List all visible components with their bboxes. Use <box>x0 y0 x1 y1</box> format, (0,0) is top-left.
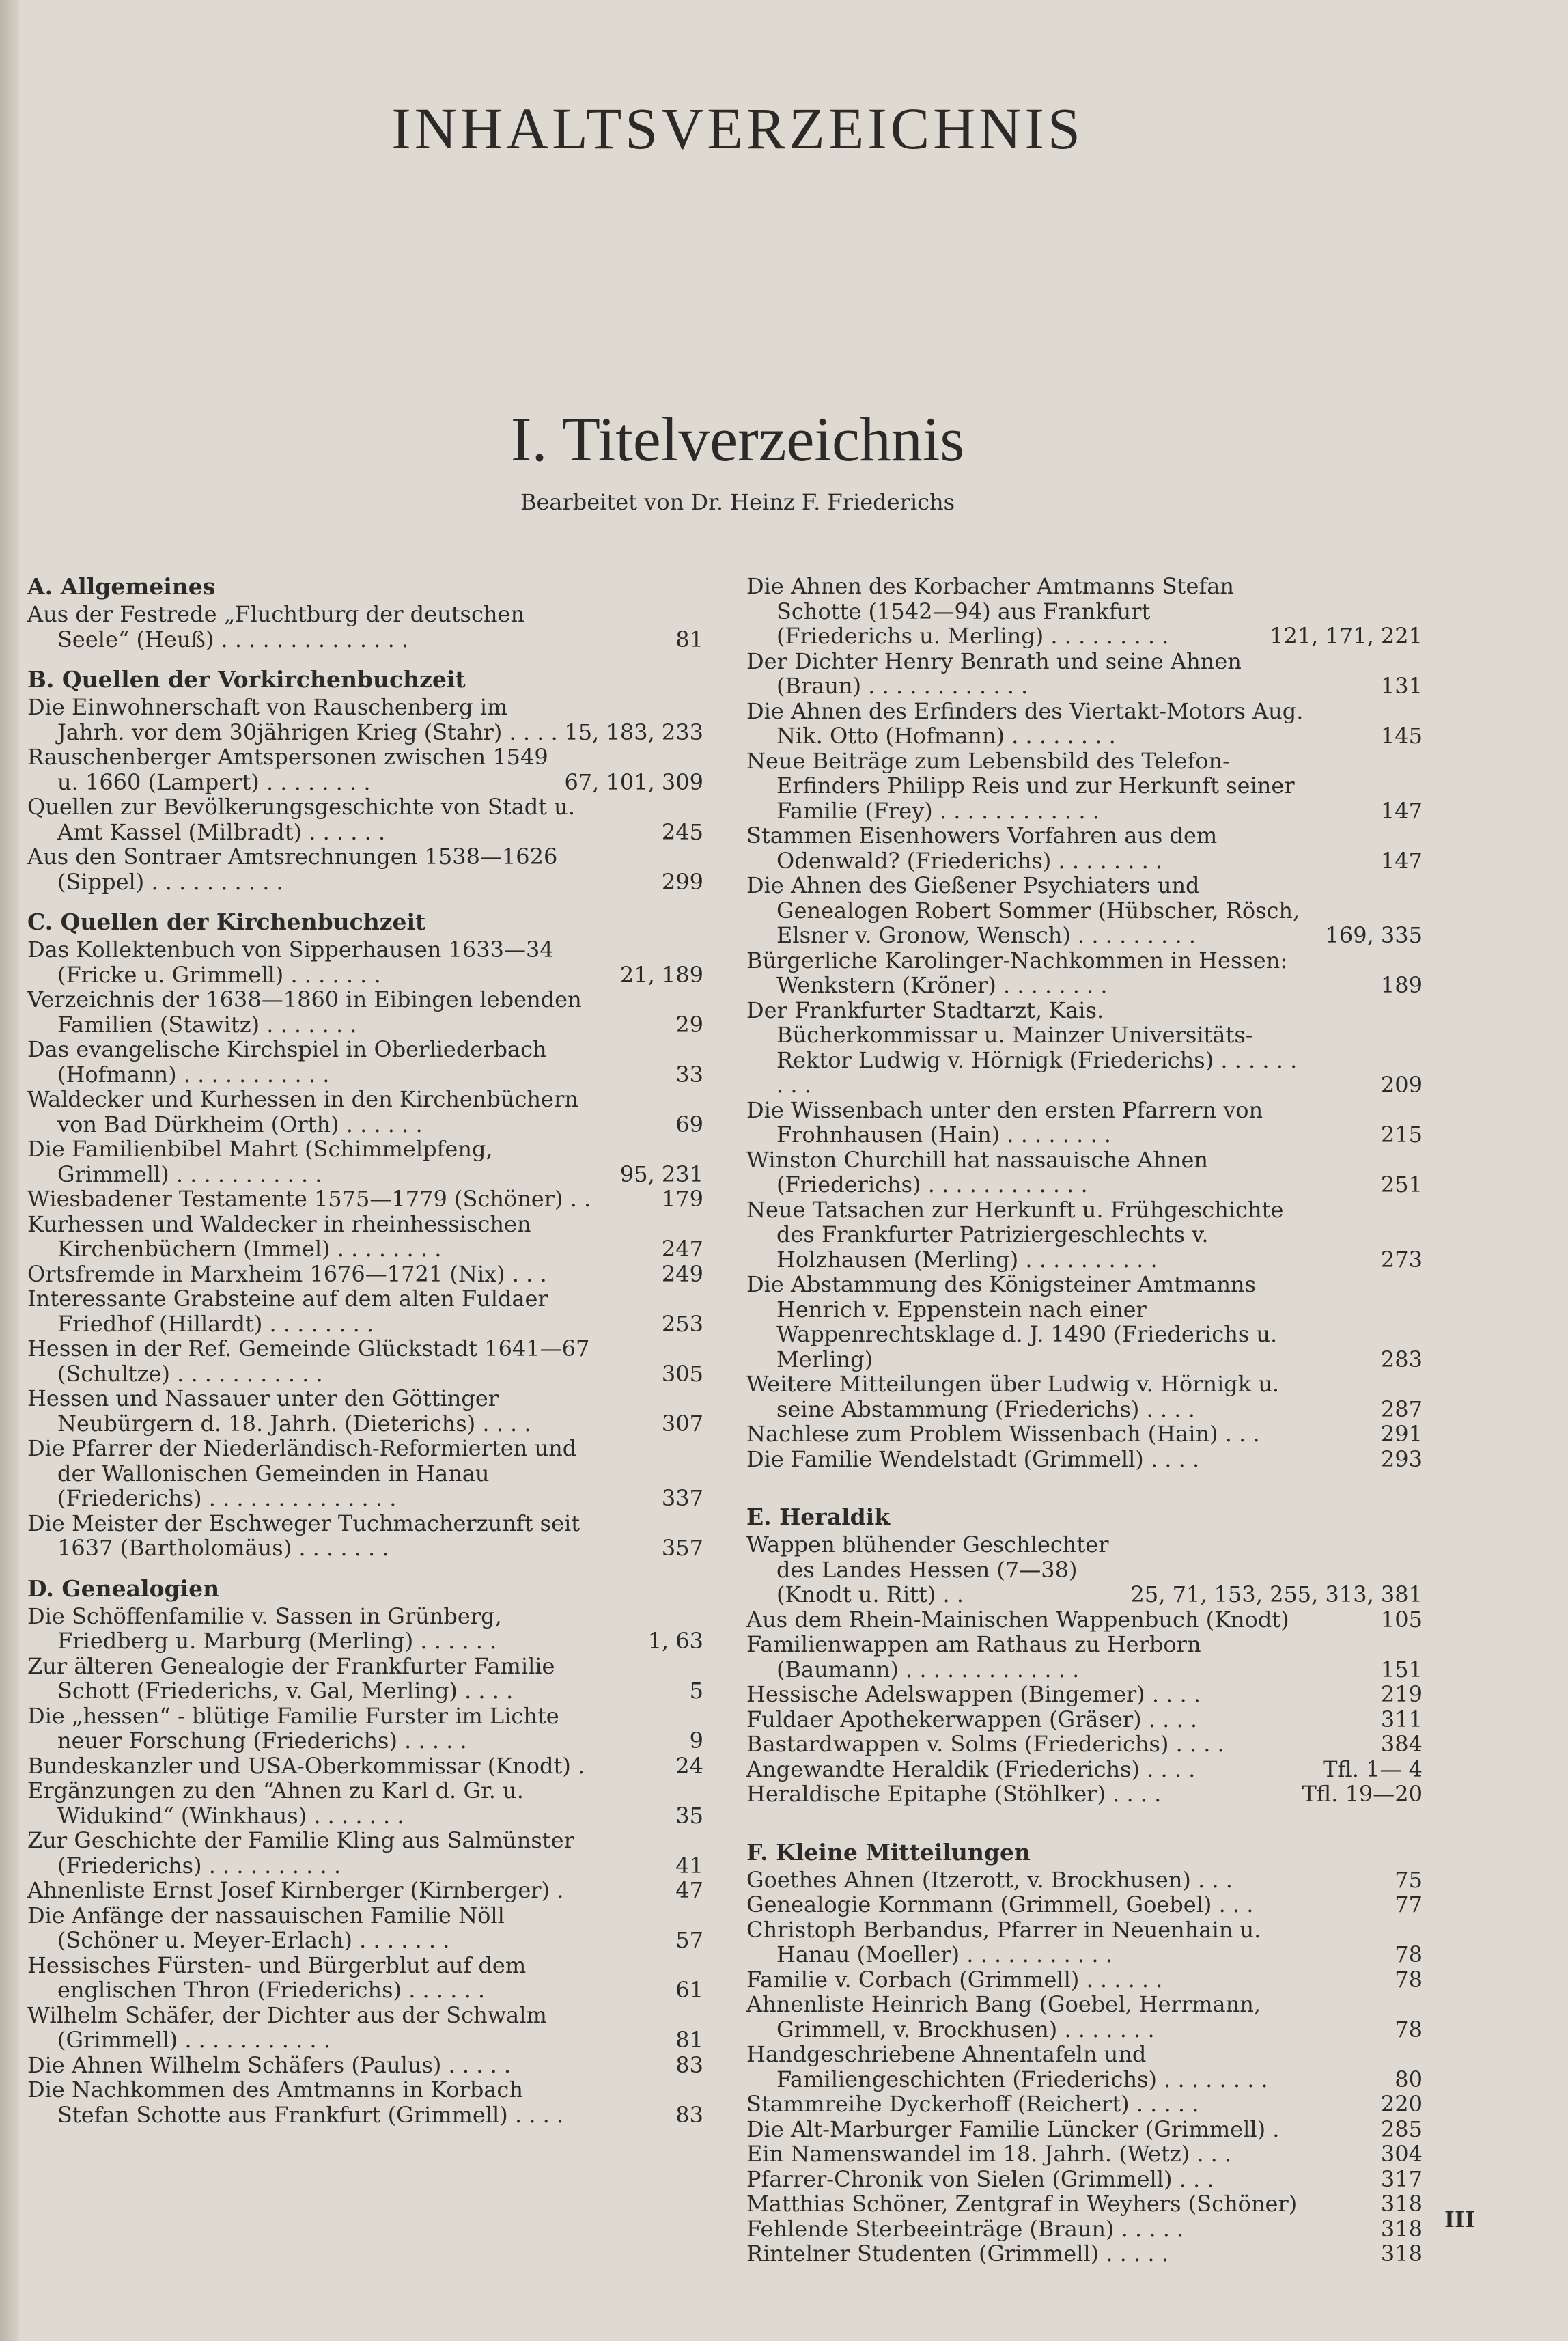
entry-title: Ahnenliste Heinrich Bang (Goebel, Herrmann, Grimmell, v. Brockhusen) . . . . . . . <box>746 1991 1261 2042</box>
entry-page-number: 47 <box>675 1877 703 1903</box>
toc-entry <box>746 1732 1423 1757</box>
entry-title: Hessische Adelswappen (Bingemer) . . . . <box>746 1681 1201 1707</box>
toc-entry <box>746 749 1423 824</box>
toc-entry <box>27 1386 703 1436</box>
entry-title: Interessante Grabsteine auf dem alten Fuldaer Friedhof (Hillardt) . . . . . . . . <box>27 1286 548 1337</box>
entry-title: Bürgerliche Karolinger-Nachkommen in Hessen: Wenkstern (Kröner) . . . . . . . . <box>746 947 1288 998</box>
entry-page-number: 179 <box>661 1186 703 1212</box>
entry-page-number: 147 <box>1380 797 1423 824</box>
toc-entry <box>746 1632 1423 1682</box>
entry-title: Bundeskanzler und USA-Oberkommissar (Knodt) . <box>27 1752 585 1779</box>
entry-page-number: 41 <box>675 1852 703 1879</box>
entry-page-number: 251 <box>1380 1172 1423 1197</box>
entry-title: Die Abstammung des Königsteiner Amtmanns Henrich v. Eppenstein nach einer Wappenrechtsklage d. J. 1490 (Friederichs u. Merling) <box>746 1271 1278 1372</box>
entry-page-number: 209 <box>1380 1072 1423 1098</box>
toc-entry <box>746 1782 1423 1807</box>
toc-entry <box>746 1682 1423 1707</box>
entry-title: Das evangelische Kirchspiel in Oberliederbach (Hofmann) . . . . . . . . . . . <box>27 1036 547 1088</box>
toc-entry <box>27 1436 703 1511</box>
entry-page-number: 95, 231 <box>619 1161 703 1187</box>
entry-title: Rintelner Studenten (Grimmell) . . . . . <box>746 2241 1168 2267</box>
toc-entry <box>746 1992 1423 2042</box>
toc-entry <box>746 1197 1423 1273</box>
entry-title: Weitere Mitteilungen über Ludwig v. Hörnigk u. seine Abstammung (Friederichs) . . . . <box>746 1371 1280 1422</box>
entry-page-number: 78 <box>1395 2016 1423 2042</box>
entry-title: Zur älteren Genealogie der Frankfurter Familie Schott (Friederichs, v. Gal, Merling) . . . . <box>27 1652 555 1704</box>
entry-page-number: 304 <box>1380 2141 1423 2167</box>
entry-title: Die Ahnen des Korbacher Amtmanns Stefan Schotte (1542—94) aus Frankfurt (Friederichs u. Merling) . . . . . . . . . <box>746 573 1234 649</box>
entry-page-number: 83 <box>675 2051 703 2078</box>
toc-entry <box>746 2042 1423 2092</box>
entry-title: Hessen und Nassauer unter den Göttinger Neubürgern d. 18. Jahrh. (Dieterichs) . . . . <box>27 1385 531 1437</box>
toc-entry <box>27 937 703 987</box>
entry-page-number: 318 <box>1380 2191 1423 2217</box>
entry-title: Fehlende Sterbeeinträge (Braun) . . . . . <box>746 2215 1184 2242</box>
section-heading: E. Heraldik <box>746 1504 891 1530</box>
toc-entry <box>746 2142 1423 2167</box>
entry-title: Familienwappen am Rathaus zu Herborn (Baumann) . . . . . . . . . . . . . <box>746 1631 1201 1682</box>
entry-title: Ergänzungen zu den “Ahnen zu Karl d. Gr. u. Widukind“ (Winkhaus) . . . . . . . <box>27 1777 524 1829</box>
entry-title: Die Anfänge der nassauischen Familie Nöll (Schöner u. Meyer-Erlach) . . . . . . . <box>27 1902 505 1953</box>
entry-title: Die Einwohnerschaft von Rauschenberg im Jahrh. vor dem 30jährigen Krieg (Stahr) . . . . <box>27 694 558 745</box>
entry-title: Rauschenberger Amtspersonen zwischen 1549 u. 1660 (Lampert) . . . . . . . . <box>27 744 548 795</box>
toc-entry <box>27 1604 703 1654</box>
entry-page-number: 291 <box>1380 1421 1423 1447</box>
toc-entry <box>746 1917 1423 1967</box>
entry-title: Kurhessen und Waldecker in rheinhessischen Kirchenbüchern (Immel) . . . . . . . . <box>27 1210 531 1262</box>
toc-entry <box>746 823 1423 873</box>
toc-entry <box>746 2191 1423 2217</box>
entry-title: Die Ahnen Wilhelm Schäfers (Paulus) . . . . . <box>27 2051 512 2078</box>
entry-title: Pfarrer-Chronik von Sielen (Grimmell) . . . <box>746 2165 1214 2192</box>
toc-entry <box>27 2003 703 2053</box>
entry-title: Aus den Sontraer Amtsrechnungen 1538—1626 (Sippel) . . . . . . . . . . <box>27 844 558 895</box>
entry-title: Aus der Festrede „Fluchtburg der deutschen Seele“ (Heuß) . . . . . . . . . . . . . . <box>27 601 525 652</box>
toc-entry <box>746 2167 1423 2192</box>
entry-title: Die Ahnen des Erfinders des Viertakt-Motors Aug. Nik. Otto (Hofmann) . . . . . . . . <box>746 697 1304 749</box>
entry-page-number: 299 <box>661 868 703 895</box>
toc-entry <box>746 1868 1423 1893</box>
toc-entry <box>746 873 1423 948</box>
entry-title: Neue Tatsachen zur Herkunft u. Frühgeschichte des Frankfurter Patriziergeschlechts v. Holzhausen (Merling) . . . . . . . . . . <box>746 1196 1284 1273</box>
entry-title: Aus dem Rhein-Mainischen Wappenbuch (Knodt) <box>746 1606 1289 1633</box>
toc-entry <box>27 1087 703 1137</box>
entry-page-number: 293 <box>1380 1445 1423 1472</box>
entry-page-number: 317 <box>1380 2165 1423 2192</box>
toc-entry <box>27 602 703 652</box>
entry-title: Die Alt-Marburger Familie Lüncker (Grimmell) . <box>746 2116 1280 2142</box>
toc-entry <box>746 1967 1423 1993</box>
toc-entry <box>27 1704 703 1754</box>
toc-entry <box>27 1262 703 1287</box>
byline: Bearbeitet von Dr. Heinz F. Friederichs <box>520 489 955 515</box>
entry-page-number: 253 <box>661 1310 703 1337</box>
toc-entry <box>746 574 1423 649</box>
entry-page-number: 305 <box>661 1360 703 1387</box>
entry-title: Die Ahnen des Gießener Psychiaters und Genealogen Robert Sommer (Hübscher, Rösch, Elsner v. Gronow, Wensch) . . . . . . . . . <box>746 872 1300 948</box>
entry-page-number: 337 <box>661 1485 703 1511</box>
entry-page-number: 311 <box>1380 1706 1423 1732</box>
toc-entry <box>27 794 703 844</box>
toc-entry <box>746 1422 1423 1447</box>
entry-page-number: 80 <box>1395 2066 1423 2092</box>
entry-title: Der Frankfurter Stadtarzt, Kais. Bücherkommissar u. Mainzer Universitäts-Rektor Ludwig v. Hörnigk (Friederichs) . . . . . . . . . <box>746 997 1298 1098</box>
entry-title: Christoph Berbandus, Pfarrer in Neuenhain u. Hanau (Moeller) . . . . . . . . . . . <box>746 1916 1261 1967</box>
entry-page-number: 384 <box>1380 1731 1423 1757</box>
entry-page-number: 78 <box>1395 1941 1423 1967</box>
entry-page-number: 219 <box>1380 1681 1423 1707</box>
entry-page-number: 307 <box>661 1410 703 1437</box>
toc-entry <box>27 987 703 1037</box>
entry-page-number: 151 <box>1380 1656 1423 1682</box>
toc-entry <box>27 1336 703 1386</box>
toc-entry <box>27 1654 703 1704</box>
entry-page-number: 121, 171, 221 <box>1270 623 1423 649</box>
entry-title: Matthias Schöner, Zentgraf in Weyhers (Schöner) <box>746 2191 1298 2217</box>
entry-title: Ahnenliste Ernst Josef Kirnberger (Kirnberger) . <box>27 1877 564 1903</box>
toc-entry <box>746 1892 1423 1917</box>
entry-title: Angewandte Heraldik (Friederichs) . . . . <box>746 1756 1196 1782</box>
entry-page-number: 57 <box>675 1927 703 1953</box>
toc-entry <box>746 1447 1423 1472</box>
entry-title: Ortsfremde in Marxheim 1676—1721 (Nix) . . . <box>27 1260 547 1287</box>
entry-title: Waldecker und Kurhessen in den Kirchenbüchern von Bad Dürkheim (Orth) . . . . . . <box>27 1086 578 1137</box>
toc-entry <box>27 2053 703 2078</box>
entry-title: Die Wissenbach unter den ersten Pfarrern von Frohnhausen (Hain) . . . . . . . . <box>746 1096 1263 1148</box>
toc-entry <box>746 1607 1423 1633</box>
entry-title: Wappen blühender Geschlechter des Landes Hessen (7—38) (Knodt u. Ritt) . . <box>746 1532 1109 1607</box>
entry-page-number: 273 <box>1380 1246 1423 1273</box>
page-binding-edge <box>0 0 19 2341</box>
toc-entry <box>27 1878 703 1903</box>
left-column <box>27 574 703 2127</box>
entry-title: Handgeschriebene Ahnentafeln und Familiengeschichten (Friederichs) . . . . . . . . <box>746 2041 1268 2092</box>
entry-page-number: 283 <box>1380 1346 1423 1372</box>
toc-entry <box>27 1212 703 1262</box>
section-heading: C. Quellen der Kirchenbuchzeit <box>27 909 426 935</box>
entry-title: Zur Geschichte der Familie Kling aus Salmünster (Friederichs) . . . . . . . . . . <box>27 1827 574 1879</box>
toc-entry <box>746 1532 1423 1607</box>
toc-entry <box>746 948 1423 998</box>
toc-entry <box>27 1953 703 2003</box>
entry-page-number: 1, 63 <box>647 1628 703 1654</box>
toc-entry <box>27 2077 703 2127</box>
entry-page-number: 357 <box>661 1535 703 1561</box>
entry-page-number: 75 <box>1395 1866 1423 1893</box>
entry-page-number: 285 <box>1380 2116 1423 2142</box>
entry-title: Verzeichnis der 1638—1860 in Eibingen lebenden Familien (Stawitz) . . . . . . . <box>27 986 582 1038</box>
entry-title: Wiesbadener Testamente 1575—1779 (Schöner) . . <box>27 1186 591 1212</box>
page-folio: III <box>1444 2206 1475 2232</box>
toc-entry <box>746 699 1423 749</box>
entry-page-number: 81 <box>675 2027 703 2053</box>
toc-entry <box>27 1286 703 1336</box>
entry-title: Ein Namenswandel im 18. Jahrh. (Wetz) . . . <box>746 2141 1232 2167</box>
entry-title: Die „hessen“ - blütige Familie Furster im Lichte neuer Forschung (Friederichs) . . . . . <box>27 1702 559 1754</box>
main-title: INHALTSVERZEICHNIS <box>391 96 1084 161</box>
toc-entry <box>746 1707 1423 1732</box>
entry-page-number: 145 <box>1380 723 1423 749</box>
toc-entry <box>27 1511 703 1561</box>
toc-entry <box>27 1754 703 1779</box>
entry-title: Stammen Eisenhowers Vorfahren aus dem Odenwald? (Friederichs) . . . . . . . . <box>746 822 1218 874</box>
toc-entry <box>746 2117 1423 2142</box>
toc-entry <box>27 844 703 894</box>
toc-entry <box>27 1778 703 1828</box>
entry-page-number: 131 <box>1380 673 1423 699</box>
entry-title: Die Nachkommen des Amtmanns in Korbach Stefan Schotte aus Frankfurt (Grimmell) . . . . <box>27 2077 564 2128</box>
entry-page-number: 215 <box>1380 1122 1423 1148</box>
entry-page-number: 318 <box>1380 2241 1423 2267</box>
entry-page-number: Tfl. 1— 4 <box>1323 1756 1423 1782</box>
toc-entry <box>27 695 703 745</box>
entry-page-number: 15, 183, 233 <box>564 719 703 745</box>
entry-page-number: 287 <box>1380 1396 1423 1422</box>
entry-title: Stammreihe Dyckerhoff (Reichert) . . . . . <box>746 2091 1199 2117</box>
entry-title: Quellen zur Bevölkerungsgeschichte von Stadt u. Amt Kassel (Milbradt) . . . . . . <box>27 794 576 845</box>
entry-page-number: 35 <box>675 1802 703 1829</box>
entry-page-number: 5 <box>689 1678 703 1704</box>
entry-page-number: 169, 335 <box>1325 922 1423 948</box>
section-heading: B. Quellen der Vorkirchenbuchzeit <box>27 666 466 693</box>
entry-title: Die Familienbibel Mahrt (Schimmelpfeng, Grimmell) . . . . . . . . . . . <box>27 1136 493 1187</box>
entry-page-number: 147 <box>1380 847 1423 874</box>
entry-title: Neue Beiträge zum Lebensbild des Telefon-Erfinders Philipp Reis und zur Herkunft seiner Familie (Frey) . . . . . . . . . . . . <box>746 747 1295 824</box>
toc-entry <box>746 998 1423 1098</box>
entry-title: Das Kollektenbuch von Sipperhausen 1633—34 (Fricke u. Grimmell) . . . . . . . <box>27 937 554 988</box>
toc-entry <box>27 1187 703 1212</box>
entry-title: Heraldische Epitaphe (Stöhlker) . . . . <box>746 1781 1162 1807</box>
entry-page-number: 21, 189 <box>619 961 703 988</box>
entry-page-number: Tfl. 19—20 <box>1302 1781 1423 1807</box>
section-heading: D. Genealogien <box>27 1575 220 1602</box>
toc-entry <box>746 1757 1423 1782</box>
entry-page-number: 69 <box>675 1111 703 1137</box>
entry-title: Fuldaer Apothekerwappen (Gräser) . . . . <box>746 1706 1197 1732</box>
entry-title: Bastardwappen v. Solms (Friederichs) . . . . <box>746 1731 1224 1757</box>
entry-page-number: 247 <box>661 1236 703 1262</box>
entry-page-number: 29 <box>675 1011 703 1038</box>
entry-title: Der Dichter Henry Benrath und seine Ahnen (Braun) . . . . . . . . . . . . <box>746 648 1242 699</box>
entry-page-number: 77 <box>1395 1892 1423 1917</box>
section-heading: F. Kleine Mitteilungen <box>746 1838 1031 1866</box>
toc-entry <box>746 1098 1423 1148</box>
entry-page-number: 9 <box>689 1728 703 1754</box>
toc-entry <box>746 649 1423 699</box>
entry-title: Hessisches Fürsten- und Bürgerblut auf dem englischen Thron (Friederichs) . . . . . . <box>27 1952 527 2003</box>
toc-entry <box>27 1903 703 1953</box>
toc-entry <box>27 1137 703 1187</box>
entry-page-number: 245 <box>661 818 703 845</box>
toc-entry <box>746 2217 1423 2242</box>
entry-page-number: 25, 71, 153, 255, 313, 381 <box>1130 1581 1423 1607</box>
toc-entry <box>746 2241 1423 2267</box>
entry-page-number: 249 <box>661 1260 703 1287</box>
entry-title: Die Pfarrer der Niederländisch-Reformierten und der Wallonischen Gemeinden in Hanau (Friederichs) . . . . . . . . . . . . . . <box>27 1435 577 1511</box>
entry-title: Hessen in der Ref. Gemeinde Glückstadt 1641—67 (Schultze) . . . . . . . . . . . <box>27 1335 590 1387</box>
entry-page-number: 189 <box>1380 972 1423 998</box>
right-column <box>746 574 1423 2267</box>
toc-entry <box>746 1272 1423 1372</box>
entry-page-number: 83 <box>675 2101 703 2128</box>
toc-entry <box>746 2092 1423 2117</box>
entry-title: Winston Churchill hat nassauische Ahnen (Friederichs) . . . . . . . . . . . . <box>746 1146 1209 1197</box>
toc-entry <box>746 1148 1423 1197</box>
entry-page-number: 33 <box>675 1061 703 1088</box>
entry-title: Wilhelm Schäfer, der Dichter aus der Schwalm (Grimmell) . . . . . . . . . . . <box>27 2001 547 2053</box>
section-heading: A. Allgemeines <box>27 573 216 600</box>
entry-page-number: 105 <box>1380 1606 1423 1633</box>
entry-title: Die Schöffenfamilie v. Sassen in Grünberg, Friedberg u. Marburg (Merling) . . . . . . <box>27 1603 502 1654</box>
section-title: I. Titelverzeichnis <box>510 404 965 474</box>
entry-title: Familie v. Corbach (Grimmell) . . . . . . <box>746 1966 1163 1993</box>
entry-page-number: 220 <box>1380 2091 1423 2117</box>
entry-title: Die Meister der Eschweger Tuchmacherzunft seit 1637 (Bartholomäus) . . . . . . . <box>27 1510 580 1561</box>
entry-page-number: 318 <box>1380 2215 1423 2242</box>
entry-page-number: 61 <box>675 1977 703 2003</box>
entry-page-number: 81 <box>675 626 703 652</box>
entry-title: Genealogie Kornmann (Grimmell, Goebel) . . . <box>746 1892 1254 1917</box>
toc-entry <box>27 1828 703 1878</box>
entry-page-number: 78 <box>1395 1966 1423 1993</box>
toc-entry <box>27 745 703 794</box>
entry-title: Nachlese zum Problem Wissenbach (Hain) . . . <box>746 1421 1260 1447</box>
entry-title: Die Familie Wendelstadt (Grimmell) . . . . <box>746 1445 1200 1472</box>
toc-entry <box>27 1037 703 1087</box>
toc-entry <box>746 1372 1423 1422</box>
entry-title: Goethes Ahnen (Itzerott, v. Brockhusen) . . . <box>746 1866 1233 1893</box>
entry-page-number: 24 <box>675 1752 703 1779</box>
entry-page-number: 67, 101, 309 <box>564 768 703 795</box>
